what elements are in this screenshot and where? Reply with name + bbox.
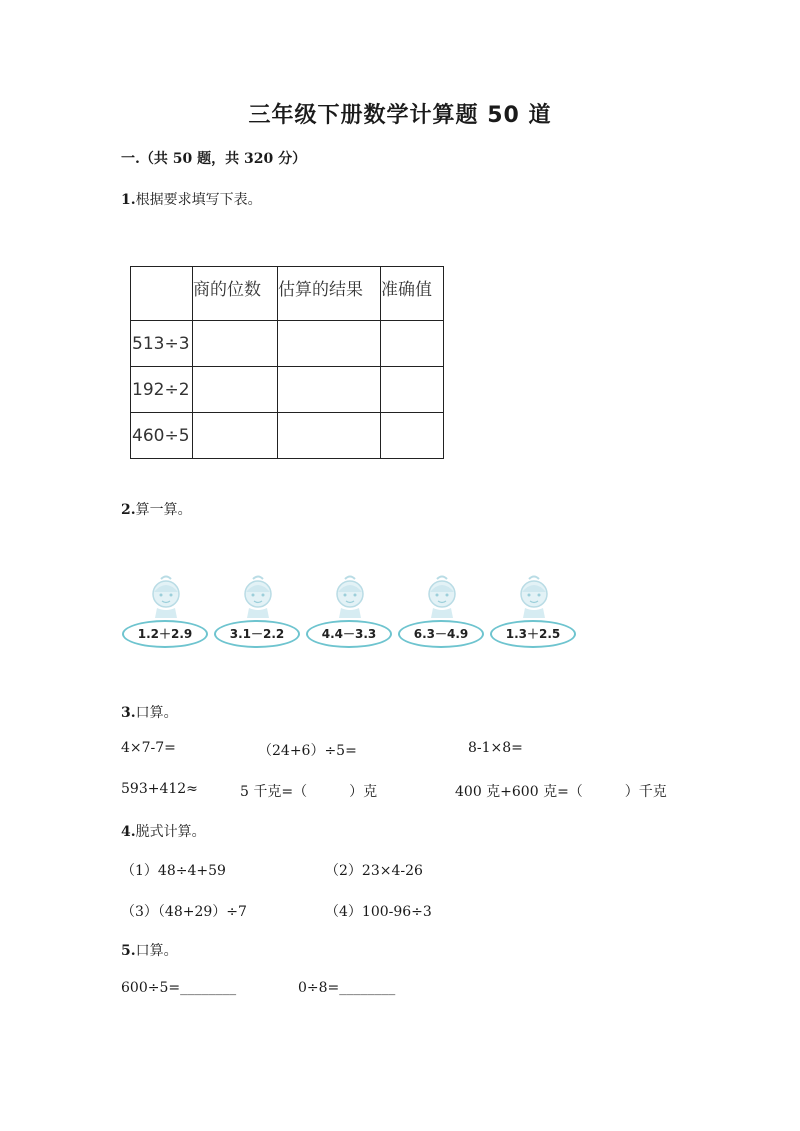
oral-item: 5 千克=（ ）克: [240, 784, 378, 800]
question-1-number: 1.: [121, 192, 136, 208]
figure-item: [486, 568, 586, 660]
expression-label: 1.2＋2.9: [137, 627, 193, 641]
oral-item: 400 克+600 克=（ ）千克: [455, 784, 667, 800]
answer-cell[interactable]: [381, 321, 444, 367]
figure-item: [302, 568, 402, 660]
table-row: [131, 367, 444, 413]
question-4-number: 4.: [121, 824, 136, 840]
child-face-icon: [149, 574, 183, 618]
table-header-cell: 商的位数: [193, 267, 278, 321]
oral-fill-item: 0÷8=________: [298, 980, 396, 996]
estimation-table: [130, 266, 444, 459]
oral-item: 8-1×8=: [468, 740, 523, 756]
oral-item: 593+412≈: [121, 781, 198, 797]
figure-item: [210, 568, 310, 660]
expression-label: 3.1－2.2: [229, 627, 285, 641]
question-4-heading: [121, 821, 206, 841]
question-2-heading: [121, 499, 192, 519]
answer-cell[interactable]: [193, 321, 278, 367]
question-1-text: 根据要求填写下表。: [135, 192, 262, 208]
expression-label: 6.3－4.9: [413, 627, 469, 641]
calculation-figures: [118, 568, 688, 660]
answer-cell[interactable]: [278, 413, 381, 459]
page-title: 三年级下册数学计算题 50 道: [248, 103, 552, 128]
question-1-heading: [121, 189, 262, 209]
table-header-cell: [131, 267, 193, 321]
answer-cell[interactable]: [278, 321, 381, 367]
child-face-icon: [425, 574, 459, 618]
oral-item: 4×7-7=: [121, 740, 176, 756]
question-2-text: 算一算。: [135, 502, 192, 518]
table-header-cell: 估算的结果: [278, 267, 381, 321]
question-5-heading: [121, 940, 178, 960]
child-face-icon: [517, 574, 551, 618]
answer-cell[interactable]: [278, 367, 381, 413]
expression-label: 1.3＋2.5: [505, 627, 561, 641]
child-face-icon: [333, 574, 367, 618]
figure-item: [118, 568, 218, 660]
oral-fill-item: 600÷5=________: [121, 980, 237, 996]
question-4-text: 脱式计算。: [135, 824, 206, 840]
table-header-cell: 准确值: [381, 267, 444, 321]
table-row: [131, 321, 444, 367]
table-row-label: 460÷5: [131, 413, 193, 459]
answer-cell[interactable]: [193, 367, 278, 413]
table-row-label: 192÷2: [131, 367, 193, 413]
step-calc-item: （4）100-96÷3: [325, 904, 432, 920]
answer-cell[interactable]: [193, 413, 278, 459]
step-calc-item: （1）48÷4+59: [121, 863, 226, 879]
step-calc-item: （3）（48+29）÷7: [121, 904, 247, 920]
answer-cell[interactable]: [381, 367, 444, 413]
expression-label: 4.4－3.3: [321, 627, 377, 641]
section-heading: 一.（共 50 题，共 320 分）: [121, 151, 307, 167]
question-3-text: 口算。: [135, 705, 178, 721]
question-3-heading: [121, 702, 178, 722]
question-5-text: 口算。: [135, 943, 178, 959]
question-2-number: 2.: [121, 502, 136, 518]
child-face-icon: [241, 574, 275, 618]
answer-cell[interactable]: [381, 413, 444, 459]
step-calc-item: （2）23×4-26: [325, 863, 423, 879]
oral-item: （24+6）÷5=: [258, 743, 357, 759]
table-row: [131, 413, 444, 459]
question-3-number: 3.: [121, 705, 136, 721]
figure-item: [394, 568, 494, 660]
table-header-row: [131, 267, 444, 321]
table-row-label: 513÷3: [131, 321, 193, 367]
question-5-number: 5.: [121, 943, 136, 959]
